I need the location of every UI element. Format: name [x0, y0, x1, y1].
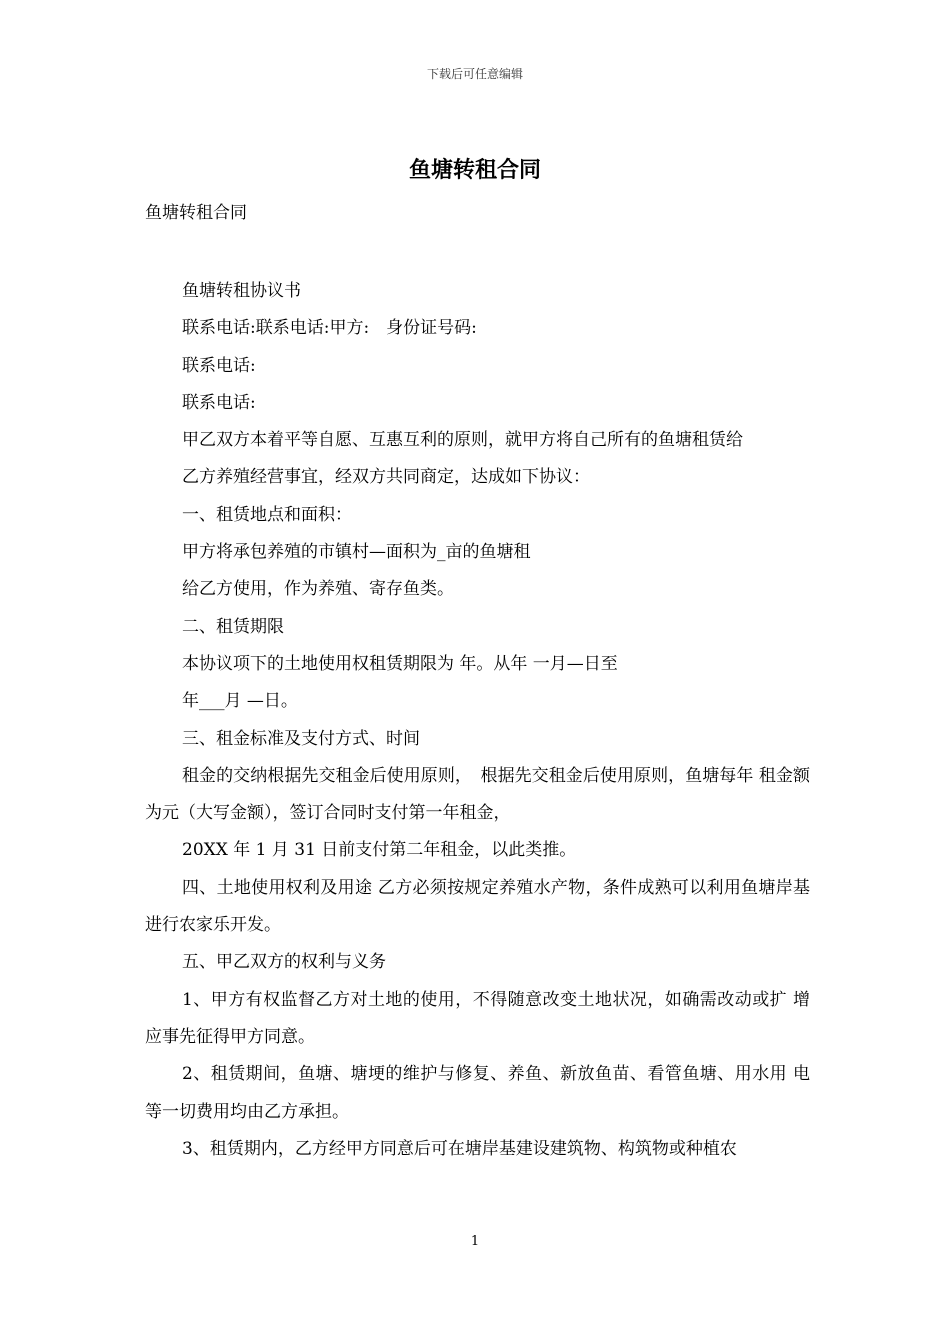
paragraph-party-a-contact: 联系电话:联系电话:甲方: 身份证号码: [182, 318, 477, 339]
paragraph-location: 甲方将承包养殖的市镇村—面积为_亩的鱼塘租 [182, 542, 531, 563]
page-number: 1 [470, 1234, 480, 1249]
paragraph-contact-2: 联系电话: [182, 392, 256, 413]
paragraph-term-end: 年___月 —日。 [182, 691, 298, 712]
section-1-heading: 一、租赁地点和面积： [182, 504, 352, 525]
paragraph-term: 本协议项下的土地使用权租赁期限为 年。从年 一月—日至 [182, 653, 618, 674]
paragraph-usage: 给乙方使用，作为养殖、寄存鱼类。 [182, 579, 454, 600]
paragraph-preamble: 甲乙双方本着平等自愿、互惠互利的原则，就甲方将自己所有的鱼塘租赁给 [182, 430, 743, 451]
clause-2: 2、租赁期间，鱼塘、塘埂的维护与修复、养鱼、新放鱼苗、看管鱼塘、用水用 电等一切费用均由乙方承担。 [145, 1064, 810, 1122]
clause-3: 3、租赁期内，乙方经甲方同意后可在塘岸基建设建筑物、构筑物或种植农 [182, 1138, 737, 1159]
paragraph-preamble-cont: 乙方养殖经营事宜，经双方共同商定，达成如下协议： [182, 467, 590, 488]
document-title: 鱼塘转租合同 [408, 157, 541, 183]
clause-1: 1、甲方有权监督乙方对土地的使用，不得随意改变土地状况，如确需改动或扩 增应事先征得甲方同意。 [145, 989, 810, 1047]
paragraph-contact-1: 联系电话: [182, 355, 256, 376]
paragraph-agreement-heading: 鱼塘转租协议书 [182, 281, 301, 301]
document-body [145, 273, 810, 1168]
paragraph-rent-schedule: 20XX 年 1 月 31 日前支付第二年租金，以此类推。 [182, 840, 577, 861]
document-subtitle: 鱼塘转租合同 [145, 203, 247, 223]
section-2-heading: 二、租赁期限 [182, 616, 284, 637]
section-3-heading: 三、租金标准及支付方式、时间 [182, 728, 420, 749]
page-header: 下载后可任意编辑 [426, 67, 523, 81]
section-4-paragraph: 四、土地使用权利及用途 乙方必须按规定养殖水产物，条件成熟可以利用鱼塘岸基进行农家乐开发。 [145, 877, 810, 936]
section-5-heading: 五、甲乙双方的权利与义务 [182, 952, 386, 973]
paragraph-rent: 租金的交纳根据先交租金后使用原则， 根据先交租金后使用原则，鱼塘每年 租金额为元（大写金额），签订合同时支付第一年租金， [145, 765, 810, 824]
